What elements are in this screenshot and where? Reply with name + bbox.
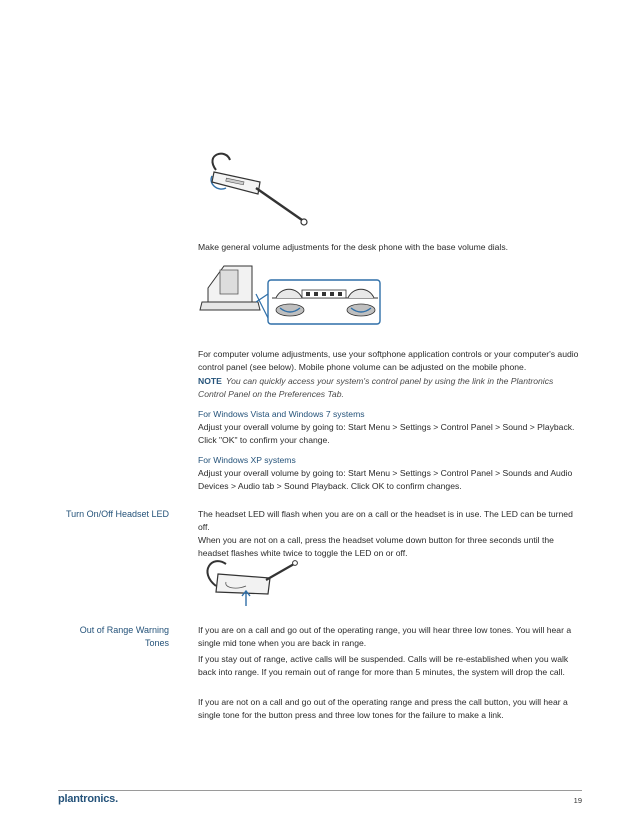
footer-rule [58, 790, 582, 791]
range-p3: If you are not on a call and go out of the operating range and press the call button, you will hear a single tone for the button press and three low tones for the failure to make a link. [198, 697, 568, 720]
base-volume-dials-illustration [198, 258, 388, 330]
note-paragraph [198, 375, 582, 401]
plantronics-logo: plantronics. [58, 793, 118, 805]
xp-text: Adjust your overall volume by going to: Start Menu > Settings > Control Panel > Sounds and Audio Devices > Audio tab > Sound Playback. Click OK to confirm changes. [198, 468, 573, 491]
range-p2: If you stay out of range, active calls will be suspended. Calls will be re-established when you walk back into range. If you remain out of range for more than 5 minutes, the system will drop the call. [198, 654, 569, 677]
xp-heading: For Windows XP systems [198, 455, 296, 465]
range-p1: If you are on a call and go out of the operating range, you will hear three low tones. You will hear a single mid tone when you are back in range. [198, 625, 572, 648]
range-title-line2: Tones [144, 638, 169, 648]
page-number: 19 [573, 796, 582, 805]
note-tag: NOTE [198, 376, 222, 386]
vista-heading: For Windows Vista and Windows 7 systems [198, 409, 365, 419]
desk-phone-caption: Make general volume adjustments for the desk phone with the base volume dials. [198, 242, 509, 252]
vista-text: Adjust your overall volume by going to: Start Menu > Settings > Control Panel > Sound > Playback. Click "OK" to confirm your change. [198, 422, 575, 445]
led-text-1: The headset LED will flash when you are on a call or the headset is in use. The LED can be turned off. [198, 509, 573, 532]
computer-volume-text: For computer volume adjustments, use your softphone application controls or your computer's audio control panel (see below). Mobile phone volume can be adjusted on the mobile phone. [198, 349, 579, 372]
led-section-title: Turn On/Off Headset LED [65, 509, 169, 519]
note-text: You can quickly access your system's control panel by using the link in the Plantronics Control Panel on the Preferences Tab. [198, 376, 554, 399]
range-section-title [40, 624, 169, 650]
headset-led-illustration [196, 556, 300, 610]
range-title-line1: Out of Range Warning [79, 625, 169, 635]
led-text-2: When you are not on a call, press the headset volume down button for three seconds until the headset flashes white twice to toggle the LED on or off. [198, 535, 554, 558]
headset-volume-illustration [196, 148, 316, 228]
